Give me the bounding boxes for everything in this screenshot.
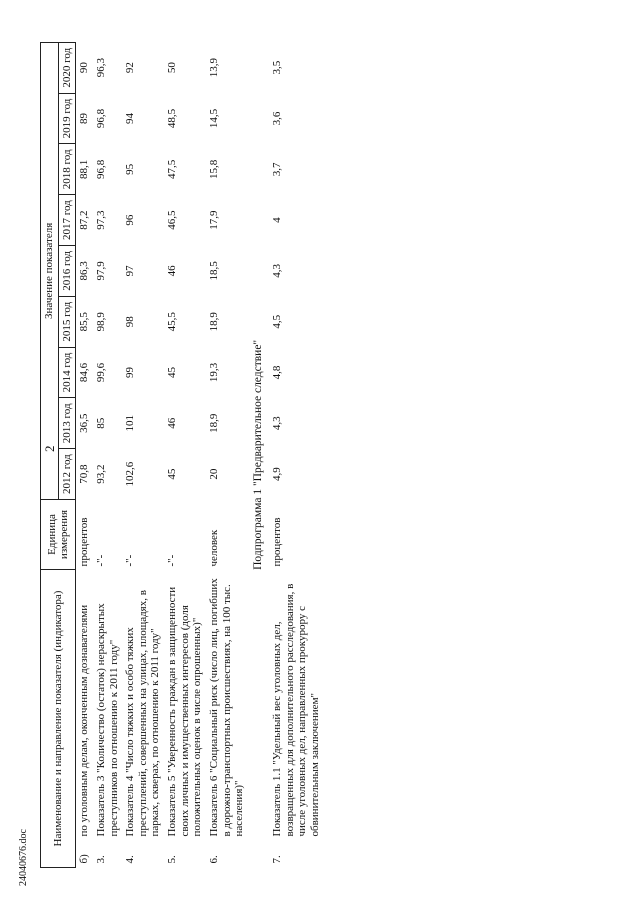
value-cell: 90 <box>78 62 91 74</box>
value-cell: 98 <box>124 316 137 328</box>
value-cell: 4 <box>271 217 284 223</box>
value-cell: 3,6 <box>271 111 284 126</box>
value-cell: 36,5 <box>78 413 91 433</box>
table-row <box>93 42 122 867</box>
rotated-page-content <box>40 42 620 868</box>
indicator-name: Показатель 1.1 "Удельный вес уголовных дел, возвращенных для дополнительного расследования, в числе уголовных дел, направленных прокурору с обвинительным заключением" <box>271 583 322 837</box>
year-header: 2018 год <box>58 144 76 195</box>
value-cell: 84,6 <box>78 362 91 383</box>
value-cell: 101 <box>124 415 137 432</box>
value-cell: 4,9 <box>271 467 284 481</box>
value-cell: 4,8 <box>271 365 284 380</box>
value-cell: 18,9 <box>208 413 221 433</box>
value-cell: 4,3 <box>271 264 284 278</box>
value-cell: 20 <box>208 468 221 480</box>
year-header: 2016 год <box>58 246 76 297</box>
value-cell: 3,5 <box>271 60 284 75</box>
indicator-name: Показатель 3 "Количество (остаток) нераскрытых преступников по отношению к 2011 году" <box>94 603 120 837</box>
table-row <box>122 42 164 867</box>
table-row <box>164 42 206 867</box>
value-cell: 96,8 <box>94 108 107 129</box>
indicator-name: Показатель 5 "Уверенность граждан в защищенности своих личных и имущественных интересов (доля положительных оценок в числе опрошенных)" <box>166 586 204 837</box>
unit-cell: человек <box>208 529 221 567</box>
unit-cell: -"- <box>124 554 137 567</box>
value-cell: 99,6 <box>94 362 107 383</box>
value-cell: 47,5 <box>166 159 179 179</box>
value-cell: 85 <box>94 417 107 429</box>
row-number: б) <box>78 854 91 864</box>
value-cell: 86,3 <box>78 261 91 281</box>
row-number: 3. <box>94 855 107 864</box>
row-number: 7. <box>271 855 284 864</box>
header-unit: Единица измерения <box>41 499 76 569</box>
value-cell: 97 <box>124 265 137 277</box>
value-cell: 88,1 <box>78 159 91 179</box>
value-cell: 18,5 <box>208 261 221 281</box>
page-number: 2 <box>42 445 57 452</box>
value-cell: 89 <box>78 113 91 125</box>
value-cell: 96,8 <box>94 159 107 179</box>
row-number: 5. <box>166 855 179 864</box>
indicator-table <box>40 42 324 868</box>
value-cell: 4,3 <box>271 416 284 431</box>
unit-cell: процентов <box>271 517 284 567</box>
value-cell: 4,5 <box>271 314 284 329</box>
year-header: 2019 год <box>58 93 76 144</box>
value-cell: 97,3 <box>94 210 107 230</box>
indicator-name: по уголовным делам, оконченным дознавателями <box>78 604 91 837</box>
value-cell: 14,5 <box>208 108 221 129</box>
subprogram-row <box>248 42 269 867</box>
indicator-name: Показатель 6 "Социальный риск (число лиц, погибших в дорожно-транспортных происшествиях, на 100 тыс. населения)" <box>208 578 246 837</box>
value-cell: 17,9 <box>208 210 221 230</box>
year-header: 2020 год <box>58 42 76 93</box>
value-cell: 98,9 <box>94 312 107 332</box>
value-cell: 48,5 <box>166 108 179 129</box>
header-value: Значение показателя <box>41 42 59 499</box>
value-cell: 45,5 <box>166 312 179 332</box>
header-name: Наименование и направление показателя (индикатора) <box>41 569 76 867</box>
value-cell: 97,9 <box>94 261 107 281</box>
value-cell: 50 <box>166 62 179 74</box>
table-row <box>206 42 248 867</box>
value-cell: 87,2 <box>78 210 91 230</box>
value-cell: 45 <box>166 367 179 378</box>
year-header: 2012 год <box>58 449 76 500</box>
unit-cell: -"- <box>94 554 107 567</box>
value-cell: 15,8 <box>208 159 221 179</box>
row-number: 6. <box>208 855 221 864</box>
value-cell: 85,5 <box>78 312 91 332</box>
value-cell: 18,9 <box>208 312 221 332</box>
subprogram-title: Подпрограмма 1 "Предварительное следствие" <box>251 339 264 570</box>
table-row <box>76 42 93 867</box>
indicator-name: Показатель 4 "Число тяжких и особо тяжких преступлений, совершенных на улицах, площадях, в парках, скверах, по отношению к 2011 году" <box>124 590 162 837</box>
value-cell: 46,5 <box>166 210 179 230</box>
value-cell: 96 <box>124 214 137 226</box>
value-cell: 45 <box>166 468 179 480</box>
year-header: 2014 год <box>58 347 76 398</box>
value-cell: 70,8 <box>78 464 91 484</box>
value-cell: 95 <box>124 163 137 175</box>
row-number: 4. <box>124 855 137 864</box>
value-cell: 46 <box>166 417 179 429</box>
table-body <box>76 42 324 867</box>
value-cell: 13,9 <box>208 58 221 78</box>
table-row <box>269 42 324 867</box>
year-header: 2015 год <box>58 296 76 347</box>
footer-filename: 24040676.doc <box>18 829 29 886</box>
unit-cell: процентов <box>78 517 91 567</box>
value-cell: 99 <box>124 367 137 378</box>
value-cell: 93,2 <box>94 464 107 484</box>
value-cell: 46 <box>166 265 179 277</box>
year-header: 2013 год <box>58 398 76 449</box>
value-cell: 94 <box>124 113 137 125</box>
value-cell: 102,6 <box>124 461 137 487</box>
year-header: 2017 год <box>58 195 76 246</box>
value-cell: 92 <box>124 62 137 74</box>
value-cell: 19,3 <box>208 362 221 383</box>
unit-cell: -"- <box>166 554 179 567</box>
value-cell: 96,3 <box>94 58 107 78</box>
value-cell: 3,7 <box>271 162 284 177</box>
